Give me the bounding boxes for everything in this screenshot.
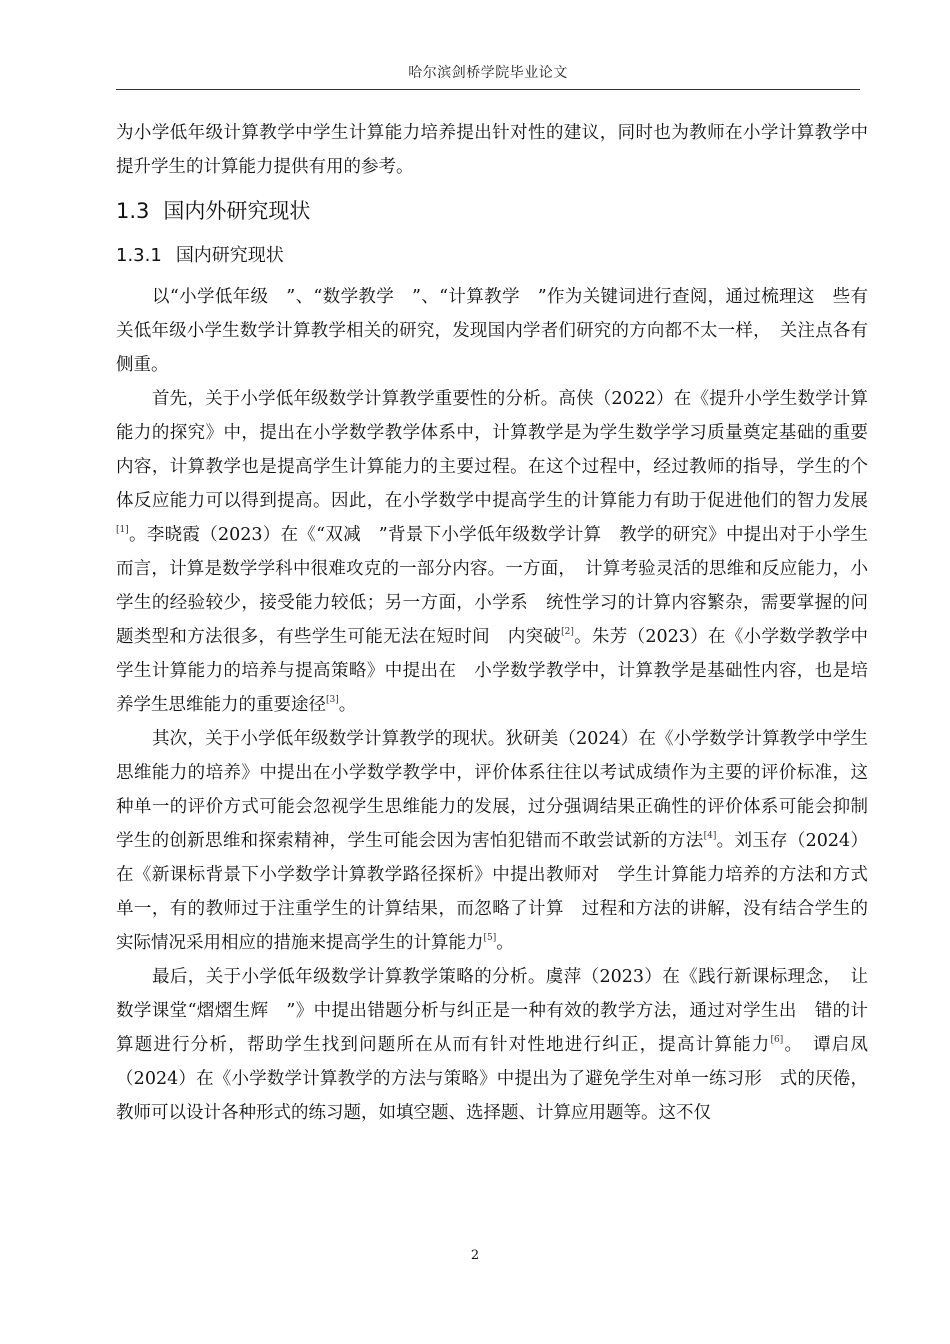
citation-ref: [1] <box>116 524 129 535</box>
paragraph-text: 首先，关于小学低年级数学计算教学重要性的分析。高侠（2022）在《提升小学生数学计算能力的探究》中，提出在小学数学教学体系中，计算教学是为学生数学学习质量奠定基础的重要内容，计算教学也是提高学生计算能力的主要过程。在这个过程中，经过教师的指导，学生的个体反应能力可以得到提高。因此，在小学数学中提高学生的计算能力有助于促进他们的智力发展 <box>116 389 868 511</box>
paragraph-importance <box>116 382 868 722</box>
paragraph-strategy <box>116 960 868 1130</box>
citation-ref: [3] <box>326 694 339 705</box>
subsection-title: 国内研究现状 <box>175 245 284 266</box>
paragraph-text: 。 <box>496 933 514 953</box>
citation-ref: [5] <box>483 932 497 943</box>
paragraph-text: 最后，关于小学低年级数学计算教学策略的分析。虞萍（2023）在《践行新课标理念， 让数学课堂“熠熠生辉 ”》中提出错题分析与纠正是一种有效的教学方法，通过对学生出 错的计算题进行分析，帮助学生找到问题所在从而有针对性地进行纠正，提高计算能力 <box>116 967 868 1055</box>
section-heading <box>116 192 868 230</box>
paragraph-text: 。刘玉存（2024）在《新课标背景下小学数学计算教学路径探析》中提出教师对 学生计算能力培养的方法和方式单一，有的教师过于注重学生的计算结果，而忽略了计算 过程和方法的讲解，没有结合学生的实际情况采用相应的措施来提高学生的计算能力 <box>116 831 868 953</box>
intro-paragraph: 为小学低年级计算教学中学生计算能力培养提出针对性的建议，同时也为教师在小学计算教学中提升学生的计算能力提供有用的参考。 <box>116 123 868 177</box>
header-divider <box>116 89 860 90</box>
section-title: 国内外研究现状 <box>163 199 311 223</box>
citation-ref: [6] <box>770 1034 784 1045</box>
paragraph-keywords: 以“小学低年级 ”、“数学教学 ”、“计算教学 ”作为关键词进行查阅，通过梳理这 些有关低年级小学生数学计算教学相关的研究，发现国内学者们研究的方向都不太一样， 关注点各有侧重。 <box>116 287 868 375</box>
paragraph-status <box>116 722 868 960</box>
page-body <box>116 116 868 1130</box>
paragraph-text: 。 <box>338 695 357 715</box>
paragraph-text: 其次，关于小学低年级数学计算教学的现状。狄研美（2024）在《小学数学计算教学中学生思维能力的培养》中提出在小学数学教学中，评价体系往往以考试成绩作为主要的评价标准，这种单一的评价方式可能会忽视学生思维能力的发展，过分强调结果正确性的评价体系可能会抑制学生的创新思维和探索精神，学生可能会因为害怕犯错而不敢尝试新的方法 <box>116 729 868 851</box>
subsection-number: 1.3.1 <box>116 245 162 266</box>
subsection-heading <box>116 238 868 274</box>
paragraph-text: 。李晓霞（2023）在《“双减 ”背景下小学低年级数学计算 教学的研究》中提出对于小学生而言，计算是数学学科中很难攻克的一部分内容。一方面， 计算考验灵活的思维和反应能力，小学生的经验较少，接受能力较低；另一方面，小学系 统性学习的计算内容繁杂，需要掌握的问题类型和方法很多，有些学生可能无法在短时间 内突破 <box>116 525 868 647</box>
running-header: 哈尔滨剑桥学院毕业论文 <box>408 65 568 81</box>
paragraph-text: 。朱芳（2023）在《小学数学教学中学生计算能力的培养与提高策略》中提出在 小学数学教学中，计算教学是基础性内容，也是培养学生思维能力的重要途径 <box>116 627 868 715</box>
section-number: 1.3 <box>116 199 150 223</box>
citation-ref: [4] <box>703 830 717 841</box>
paragraph-text: 。 谭启凤（2024）在《小学数学计算教学的方法与策略》中提出为了避免学生对单一练习形 式的厌倦，教师可以设计各种形式的练习题，如填空题、选择题、计算应用题等。这不仅 <box>116 1035 868 1123</box>
citation-ref: [2] <box>561 626 574 637</box>
page-number: 2 <box>470 1248 480 1263</box>
